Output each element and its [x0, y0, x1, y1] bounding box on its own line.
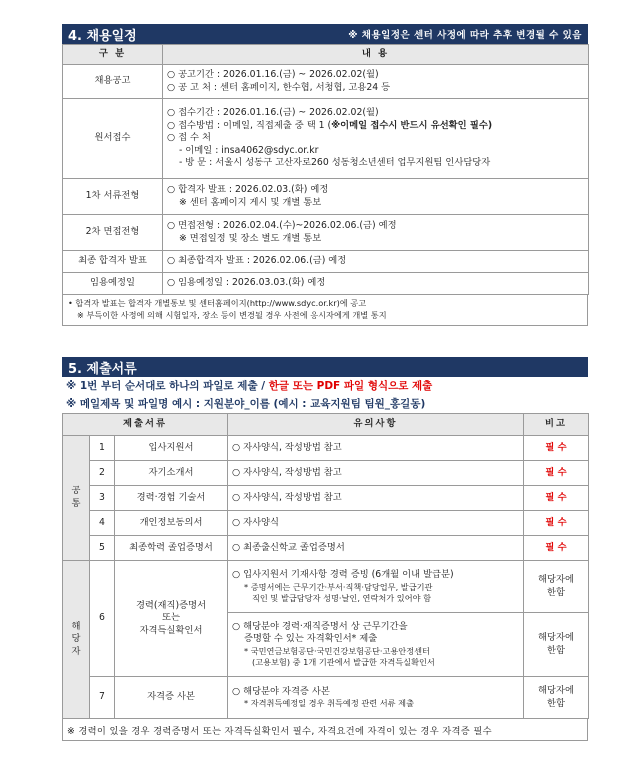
- table-row: [63, 486, 589, 511]
- row-line: ○ 임용예정일 : 2026.03.03.(화) 예정: [167, 277, 326, 289]
- section-5-footnote: ※ 경력이 있을 경우 경력증명서 또는 자격득실확인서 필수, 자격요건에 자격이 있는 경우 자격증 필수: [62, 719, 588, 741]
- row-remark: [524, 561, 589, 613]
- row-line-visit: - 방 문 : 서울시 성동구 고산자로260 성동청소년센터 업무지원팀 인사담당자: [179, 157, 491, 169]
- row-doc: 최종학력 졸업증명서: [115, 536, 228, 561]
- row-line: ※ 센터 홈페이지 게시 및 개별 통보: [179, 196, 322, 208]
- note-line: 직인 및 발급담당자 성명·날인, 연락처가 있어야 함: [252, 592, 432, 603]
- row-line: ○ 접수기간 : 2026.01.16.(금) ~ 2026.02.02(월): [167, 107, 379, 119]
- row-doc-line: 또는: [162, 612, 180, 624]
- row-line: ○ 합격자 발표 : 2026.02.03.(화) 예정: [167, 183, 329, 195]
- section-5-title: 5. 제출서류: [68, 361, 137, 377]
- col-remark: 비고: [524, 414, 589, 436]
- row-doc: 경력·경험 기술서: [115, 486, 228, 511]
- table-row: [63, 179, 589, 215]
- row-no: 2: [90, 461, 115, 486]
- row-label: 원서접수: [63, 99, 163, 179]
- note-line: * 자격취득예정일 경우 취득예정 관련 서류 제출: [244, 698, 414, 709]
- row-doc: [115, 561, 228, 677]
- required-badge: 필 수: [524, 536, 589, 561]
- footer-line: ※ 부득이한 사정에 의해 시험일자, 장소 등이 변경될 경우 사전에 응시자에게 개별 통지: [77, 309, 387, 320]
- section-5-header: [62, 357, 588, 377]
- col-doc: 제출서류: [63, 414, 228, 436]
- documents-table: [62, 413, 589, 719]
- section-4-schedule: [62, 24, 588, 326]
- row-doc: 개인정보동의서: [115, 511, 228, 536]
- note-line: ○ 해당분야 경력·재직증명서 상 근무기간을: [232, 620, 408, 632]
- instruction-format: 한글 또는 PDF 파일 형식으로 제출: [268, 380, 433, 392]
- row-line: ○ 공고기간 : 2026.01.16.(금) ~ 2026.02.02(월): [167, 68, 379, 80]
- remark-line: 해당자에: [538, 631, 574, 643]
- table-row: [63, 561, 589, 613]
- note-line: * 국민연금보험공단·국민건강보험공단·고용안정센터: [244, 645, 430, 656]
- table-row: [63, 215, 589, 251]
- table-row: [63, 273, 589, 295]
- row-label: 최종 합격자 발표: [63, 251, 163, 273]
- table-row: [63, 65, 589, 99]
- section-4-title: 4. 채용일정: [68, 28, 137, 44]
- row-note: ○ 자사양식: [228, 511, 524, 536]
- footer-line: • 합격자 발표는 합격자 개별통보 및 센터홈페이지(http://www.sdyc.or.kr)에 공고: [68, 298, 367, 308]
- instruction-line-2: ※ 메일제목 및 파일명 예시 : 지원분야_이름 (예시 : 교육지원팀 팀원_홍길동): [66, 398, 426, 410]
- section-4-footer: [62, 295, 588, 326]
- row-line-email: - 이메일 : insa4062@sdyc.or.kr: [179, 144, 319, 156]
- section-5-documents: [62, 357, 588, 741]
- row-note: ○ 자사양식, 작성방법 참고: [228, 461, 524, 486]
- email-check-note: ※이메일 접수시 반드시 유선확인 필수): [331, 119, 493, 131]
- row-no: 3: [90, 486, 115, 511]
- note-line: * 증명서에는 근무기간·부서·직책·담당업무, 발급기관: [244, 581, 433, 592]
- col-category: 구 분: [63, 45, 163, 65]
- remark-line: 한함: [547, 644, 565, 656]
- remark-line: 한함: [547, 697, 565, 709]
- remark-line: 해당자에: [538, 573, 574, 585]
- row-doc: 자격증 사본: [115, 677, 228, 719]
- row-note: [228, 677, 524, 719]
- row-doc: 자기소개서: [115, 461, 228, 486]
- table-row: [63, 536, 589, 561]
- table-row: [63, 511, 589, 536]
- instruction-line-1: [62, 377, 588, 395]
- row-label: 1차 서류전형: [63, 179, 163, 215]
- row-doc-line: 자격득실확인서: [139, 624, 203, 636]
- table-row: [63, 251, 589, 273]
- row-line: ○ 면접전형 : 2026.02.04.(수)~2026.02.06.(금) 예정: [167, 219, 397, 231]
- table-row: [63, 461, 589, 486]
- row-note: ○ 최종출신학교 졸업증명서: [228, 536, 524, 561]
- section-4-note: ※ 채용일정은 센터 사정에 따라 추후 변경될 수 있음: [348, 30, 582, 41]
- row-line: ○ 공 고 처 : 센터 홈페이지, 한수협, 서청협, 고용24 등: [167, 81, 391, 93]
- row-no: 5: [90, 536, 115, 561]
- remark-line: 해당자에: [538, 684, 574, 696]
- instruction-text: ※ 1번 부터 순서대로 하나의 파일로 제출 /: [66, 380, 269, 392]
- row-note: [228, 561, 524, 613]
- required-badge: 필 수: [524, 436, 589, 461]
- row-remark: [524, 613, 589, 677]
- row-doc-line: 경력(재직)증명서: [135, 599, 207, 611]
- row-remark: [524, 677, 589, 719]
- note-line: ○ 해당분야 자격증 사본: [232, 685, 330, 697]
- row-doc: 입사지원서: [115, 436, 228, 461]
- col-notes: 유의사항: [228, 414, 524, 436]
- required-badge: 필 수: [524, 486, 589, 511]
- row-no: 7: [90, 677, 115, 719]
- required-badge: 필 수: [524, 511, 589, 536]
- row-label: 2차 면접전형: [63, 215, 163, 251]
- table-row: [63, 99, 589, 179]
- section-4-header: [62, 24, 588, 44]
- table-row: [63, 677, 589, 719]
- table-row: [63, 436, 589, 461]
- required-badge: 필 수: [524, 461, 589, 486]
- row-note: ○ 자사양식, 작성방법 참고: [228, 486, 524, 511]
- row-note: ○ 자사양식, 작성방법 참고: [228, 436, 524, 461]
- remark-line: 한함: [547, 586, 565, 598]
- note-line: 증명할 수 있는 자격확인서* 제출: [244, 633, 378, 645]
- row-line: ○ 최종합격자 발표 : 2026.02.06.(금) 예정: [167, 255, 347, 267]
- note-line: ○ 입사지원서 기재사항 경력 증빙 (6개월 이내 발급분): [232, 569, 454, 581]
- row-no: 1: [90, 436, 115, 461]
- col-content: 내 용: [163, 45, 589, 65]
- note-line: (고용보험) 중 1개 기관에서 발급한 자격득실확인서: [252, 657, 435, 668]
- row-line: ○ 접 수 처: [167, 132, 211, 144]
- schedule-table: [62, 44, 589, 295]
- group-applicable: 해 당 자: [63, 561, 90, 719]
- row-no: 6: [90, 561, 115, 677]
- row-line: ※ 면접일정 및 장소 별도 개별 통보: [179, 232, 322, 244]
- row-label: 임용예정일: [63, 273, 163, 295]
- row-label: 채용공고: [63, 65, 163, 99]
- row-no: 4: [90, 511, 115, 536]
- group-common: 공 통: [63, 436, 90, 561]
- row-note: [228, 613, 524, 677]
- row-line: ○ 접수방법 : 이메일, 직접제출 중 택 1 (: [167, 119, 332, 131]
